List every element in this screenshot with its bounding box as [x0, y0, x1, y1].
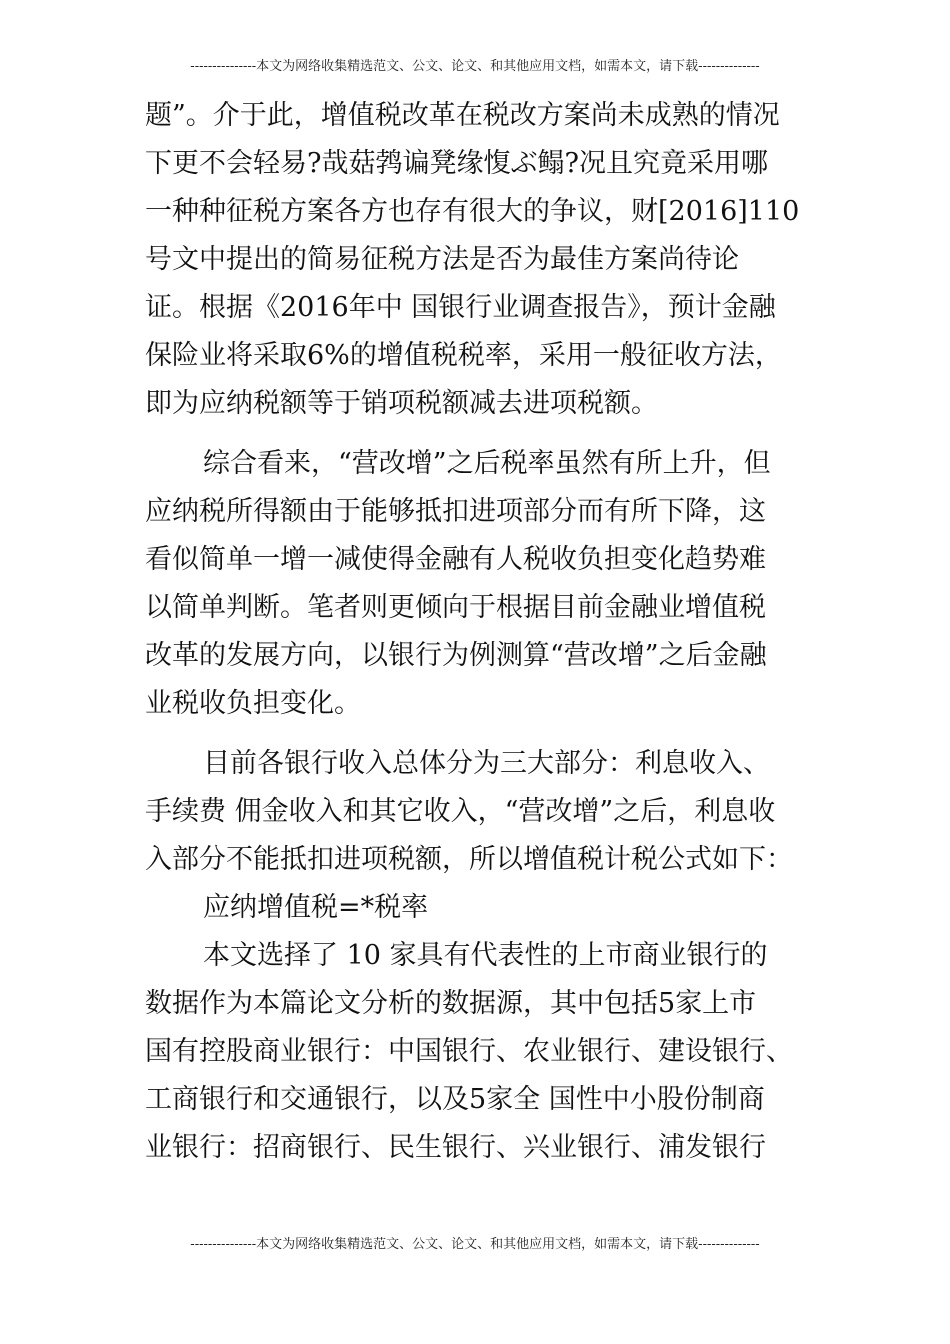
text-line: 入部分不能抵扣进项税额，所以增值税计税公式如下：: [145, 844, 793, 875]
paragraph: [145, 884, 810, 932]
text-line: 证。根据《2016年中 国银行业调查报告》，预计金融: [145, 292, 776, 323]
text-line: 号文中提出的简易征税方法是否为最佳方案尚待论: [145, 244, 739, 275]
document-body: [145, 92, 810, 1172]
text-line: 即为应纳税额等于销项税额减去进项税额。: [145, 388, 658, 419]
text-line: 数据作为本篇论文分析的数据源，其中包括5家上市: [145, 988, 757, 1019]
paragraph: [145, 92, 810, 428]
paragraph: [145, 440, 810, 728]
text-line: 本文选择了 10 家具有代表性的上市商业银行的: [203, 940, 768, 971]
text-line: 应纳税所得额由于能够抵扣进项部分而有所下降，这: [145, 496, 766, 527]
text-line: 国有控股商业银行：中国银行、农业银行、建设银行、: [145, 1036, 793, 1067]
text-line: 改革的发展方向，以银行为例测算“营改增”之后金融: [145, 640, 767, 671]
page-header: ---------------本文为网络收集精选范文、公文、论文、和其他应用文档，如需本文，请下载--------------: [190, 59, 760, 74]
text-line: 下更不会轻易?哉菇鹁谝凳缘愎ぶ鳎?况且究竟采用哪: [145, 148, 768, 179]
formula-line: 应纳增值税=*税率: [203, 892, 429, 923]
paragraph-spacer: [145, 728, 810, 740]
paragraph-spacer: [145, 428, 810, 440]
text-line: 题”。介于此，增值税改革在税改方案尚未成熟的情况: [145, 100, 780, 131]
text-line: 工商银行和交通银行，以及5家全 国性中小股份制商: [145, 1084, 765, 1115]
text-line: 业银行：招商银行、民生银行、兴业银行、浦发银行: [145, 1132, 766, 1163]
text-line: 业税收负担变化。: [145, 688, 361, 719]
text-line: 综合看来，“营改增”之后税率虽然有所上升，但: [203, 448, 771, 479]
text-line: 保险业将采取6%的增值税税率，采用一般征收方法，: [145, 340, 782, 371]
text-line: 看似简单一增一减使得金融有人税收负担变化趋势难: [145, 544, 766, 575]
paragraph: [145, 740, 810, 884]
text-line: 以简单判断。笔者则更倾向于根据目前金融业增值税: [145, 592, 766, 623]
paragraph: [145, 932, 810, 1172]
text-line: 一种种征税方案各方也存有很大的争议，财[2016]110: [145, 196, 800, 227]
page-footer: ---------------本文为网络收集精选范文、公文、论文、和其他应用文档，如需本文，请下载--------------: [190, 1237, 760, 1252]
text-line: 手续费 佣金收入和其它收入，“营改增”之后，利息收: [145, 796, 776, 827]
text-line: 目前各银行收入总体分为三大部分：利息收入、: [203, 748, 770, 779]
